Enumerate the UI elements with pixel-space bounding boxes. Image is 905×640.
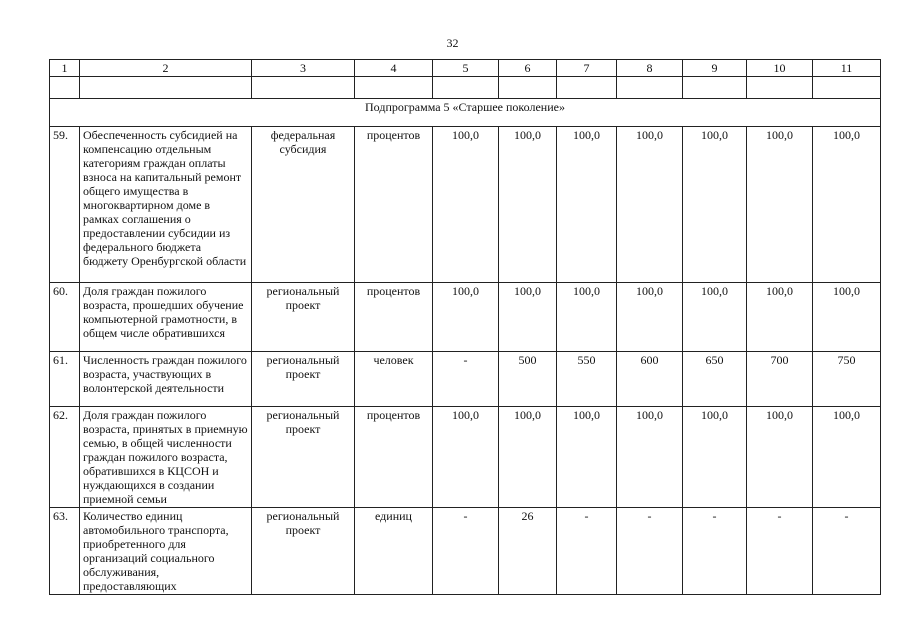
value-cell: 100,0 [499,283,557,352]
blank-cell [80,77,252,99]
value-cell: - [617,508,683,595]
indicators-table [49,59,881,595]
value-cell: 700 [747,352,813,407]
funding-source: региональный проект [252,508,355,595]
blank-cell [683,77,747,99]
indicator-name: Численность граждан пожилого возраста, участвующих в волонтерской деятельности [80,352,252,407]
value-cell: 750 [813,352,881,407]
blank-cell [813,77,881,99]
column-number: 1 [50,60,80,77]
blank-cell [499,77,557,99]
value-cell: - [683,508,747,595]
blank-row [50,77,881,99]
funding-source: региональный проект [252,352,355,407]
value-cell: 100,0 [557,407,617,508]
value-cell: 100,0 [813,127,881,283]
value-cell: - [433,508,499,595]
column-number: 3 [252,60,355,77]
blank-cell [50,77,80,99]
funding-source: региональный проект [252,407,355,508]
row-number: 62. [50,407,80,508]
indicator-name: Обеспеченность субсидией на компенсацию отдельным категориям граждан оплаты взноса на капитальный ремонт общего имущества в многоквартирном доме в рамках соглашения о предоставлении субсидии из федерального бюджета бюджету Оренбургской области [80,127,252,283]
table-row [50,407,881,508]
value-cell: 100,0 [557,127,617,283]
row-number: 60. [50,283,80,352]
column-number: 2 [80,60,252,77]
value-cell: 100,0 [433,283,499,352]
column-number: 7 [557,60,617,77]
value-cell: 100,0 [499,127,557,283]
unit: единиц [355,508,433,595]
column-number: 4 [355,60,433,77]
value-cell: 100,0 [617,407,683,508]
unit: процентов [355,407,433,508]
column-number: 9 [683,60,747,77]
value-cell: 100,0 [683,407,747,508]
page-number: 32 [446,36,459,50]
column-number: 10 [747,60,813,77]
blank-cell [747,77,813,99]
value-cell: - [813,508,881,595]
column-number: 8 [617,60,683,77]
subprogram-row [50,99,881,127]
value-cell: 100,0 [433,407,499,508]
indicator-name: Доля граждан пожилого возраста, принятых в приемную семью, в общей численности граждан пожилого возраста, обратившихся в КЦСОН и нуждающихся в создании приемной семьи [80,407,252,508]
value-cell: 550 [557,352,617,407]
column-number: 11 [813,60,881,77]
value-cell: 100,0 [683,127,747,283]
value-cell: 26 [499,508,557,595]
column-number: 5 [433,60,499,77]
row-number: 63. [50,508,80,595]
blank-cell [433,77,499,99]
value-cell: 100,0 [433,127,499,283]
value-cell: 100,0 [617,127,683,283]
blank-cell [617,77,683,99]
blank-cell [252,77,355,99]
value-cell: 500 [499,352,557,407]
value-cell: - [433,352,499,407]
value-cell: 100,0 [617,283,683,352]
row-number: 59. [50,127,80,283]
blank-cell [557,77,617,99]
value-cell: 650 [683,352,747,407]
value-cell: 100,0 [813,407,881,508]
value-cell: 100,0 [557,283,617,352]
funding-source: федеральная субсидия [252,127,355,283]
unit: человек [355,352,433,407]
column-number-row [50,60,881,77]
indicator-name: Количество единиц автомобильного транспорта, приобретенного для организаций социального обслуживания, предоставляющих [80,508,252,595]
column-number: 6 [499,60,557,77]
value-cell: - [557,508,617,595]
table-row [50,352,881,407]
value-cell: 100,0 [747,407,813,508]
value-cell: 100,0 [499,407,557,508]
funding-source: региональный проект [252,283,355,352]
value-cell: 100,0 [683,283,747,352]
value-cell: 100,0 [747,127,813,283]
value-cell: 600 [617,352,683,407]
unit: процентов [355,127,433,283]
table-row [50,283,881,352]
value-cell: 100,0 [813,283,881,352]
table-row [50,508,881,595]
value-cell: - [747,508,813,595]
value-cell: 100,0 [747,283,813,352]
blank-cell [355,77,433,99]
table-row [50,127,881,283]
row-number: 61. [50,352,80,407]
indicator-name: Доля граждан пожилого возраста, прошедших обучение компьютерной грамотности, в общем числе обратившихся [80,283,252,352]
unit: процентов [355,283,433,352]
subprogram-title: Подпрограмма 5 «Старшее поколение» [50,99,881,127]
